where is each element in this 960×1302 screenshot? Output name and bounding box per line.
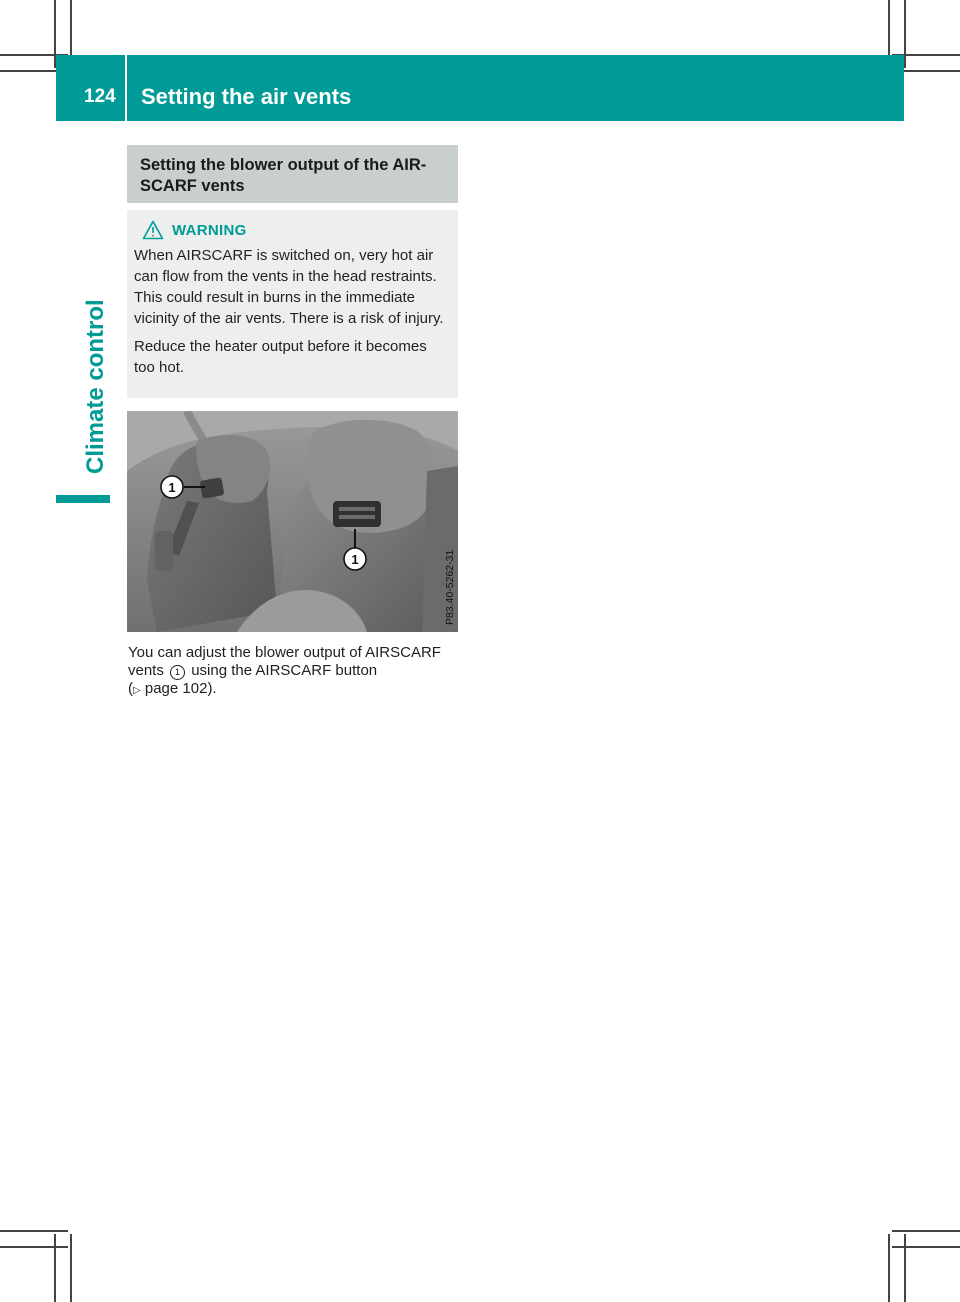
page-ref-arrow-icon: ▷ xyxy=(133,685,141,696)
page-reference-link[interactable]: page 102). xyxy=(144,680,217,697)
page-number: 124 xyxy=(84,86,116,107)
side-tab-marker xyxy=(56,495,110,503)
warning-triangle-icon xyxy=(142,220,164,240)
body-paragraph xyxy=(128,644,460,700)
side-tab-label: Climate control xyxy=(82,299,109,474)
callout-reference: 1 xyxy=(170,665,185,680)
callout-label: 1 xyxy=(351,552,359,567)
warning-box xyxy=(127,210,458,398)
header-title: Setting the air vents xyxy=(141,84,352,109)
warning-title: WARNING xyxy=(172,221,247,239)
crop-mark xyxy=(892,1246,960,1248)
header-divider xyxy=(125,55,127,121)
crop-mark xyxy=(904,0,906,68)
crop-mark xyxy=(0,1230,68,1232)
crop-mark xyxy=(0,1246,68,1248)
crop-mark xyxy=(888,1234,890,1302)
body-text: using the AIRSCARF button xyxy=(191,662,378,679)
section-heading xyxy=(127,145,458,203)
page-ref-open: ( xyxy=(128,680,133,697)
warning-header xyxy=(134,218,450,242)
warning-paragraph: When AIRSCARF is switched on, very hot air can flow from the vents in the head restraints. This could result in burns in the immediate vicinity of the air vents. There is a risk of injury. xyxy=(134,247,444,327)
image-code: P83.40-5262-31 xyxy=(444,549,456,625)
seat-airscarf-illustration xyxy=(127,411,458,632)
body-text: You can adjust the blower output of AIRSCARF vents xyxy=(128,644,441,679)
callout-label: 1 xyxy=(168,480,176,495)
section-heading-text: Setting the blower output of the AIR-SCARF vents xyxy=(140,156,427,195)
crop-mark xyxy=(892,1230,960,1232)
crop-mark xyxy=(904,1234,906,1302)
crop-mark xyxy=(70,1234,72,1302)
crop-mark xyxy=(54,1234,56,1302)
warning-paragraph: Reduce the heater output before it becomes too hot. xyxy=(134,338,427,376)
